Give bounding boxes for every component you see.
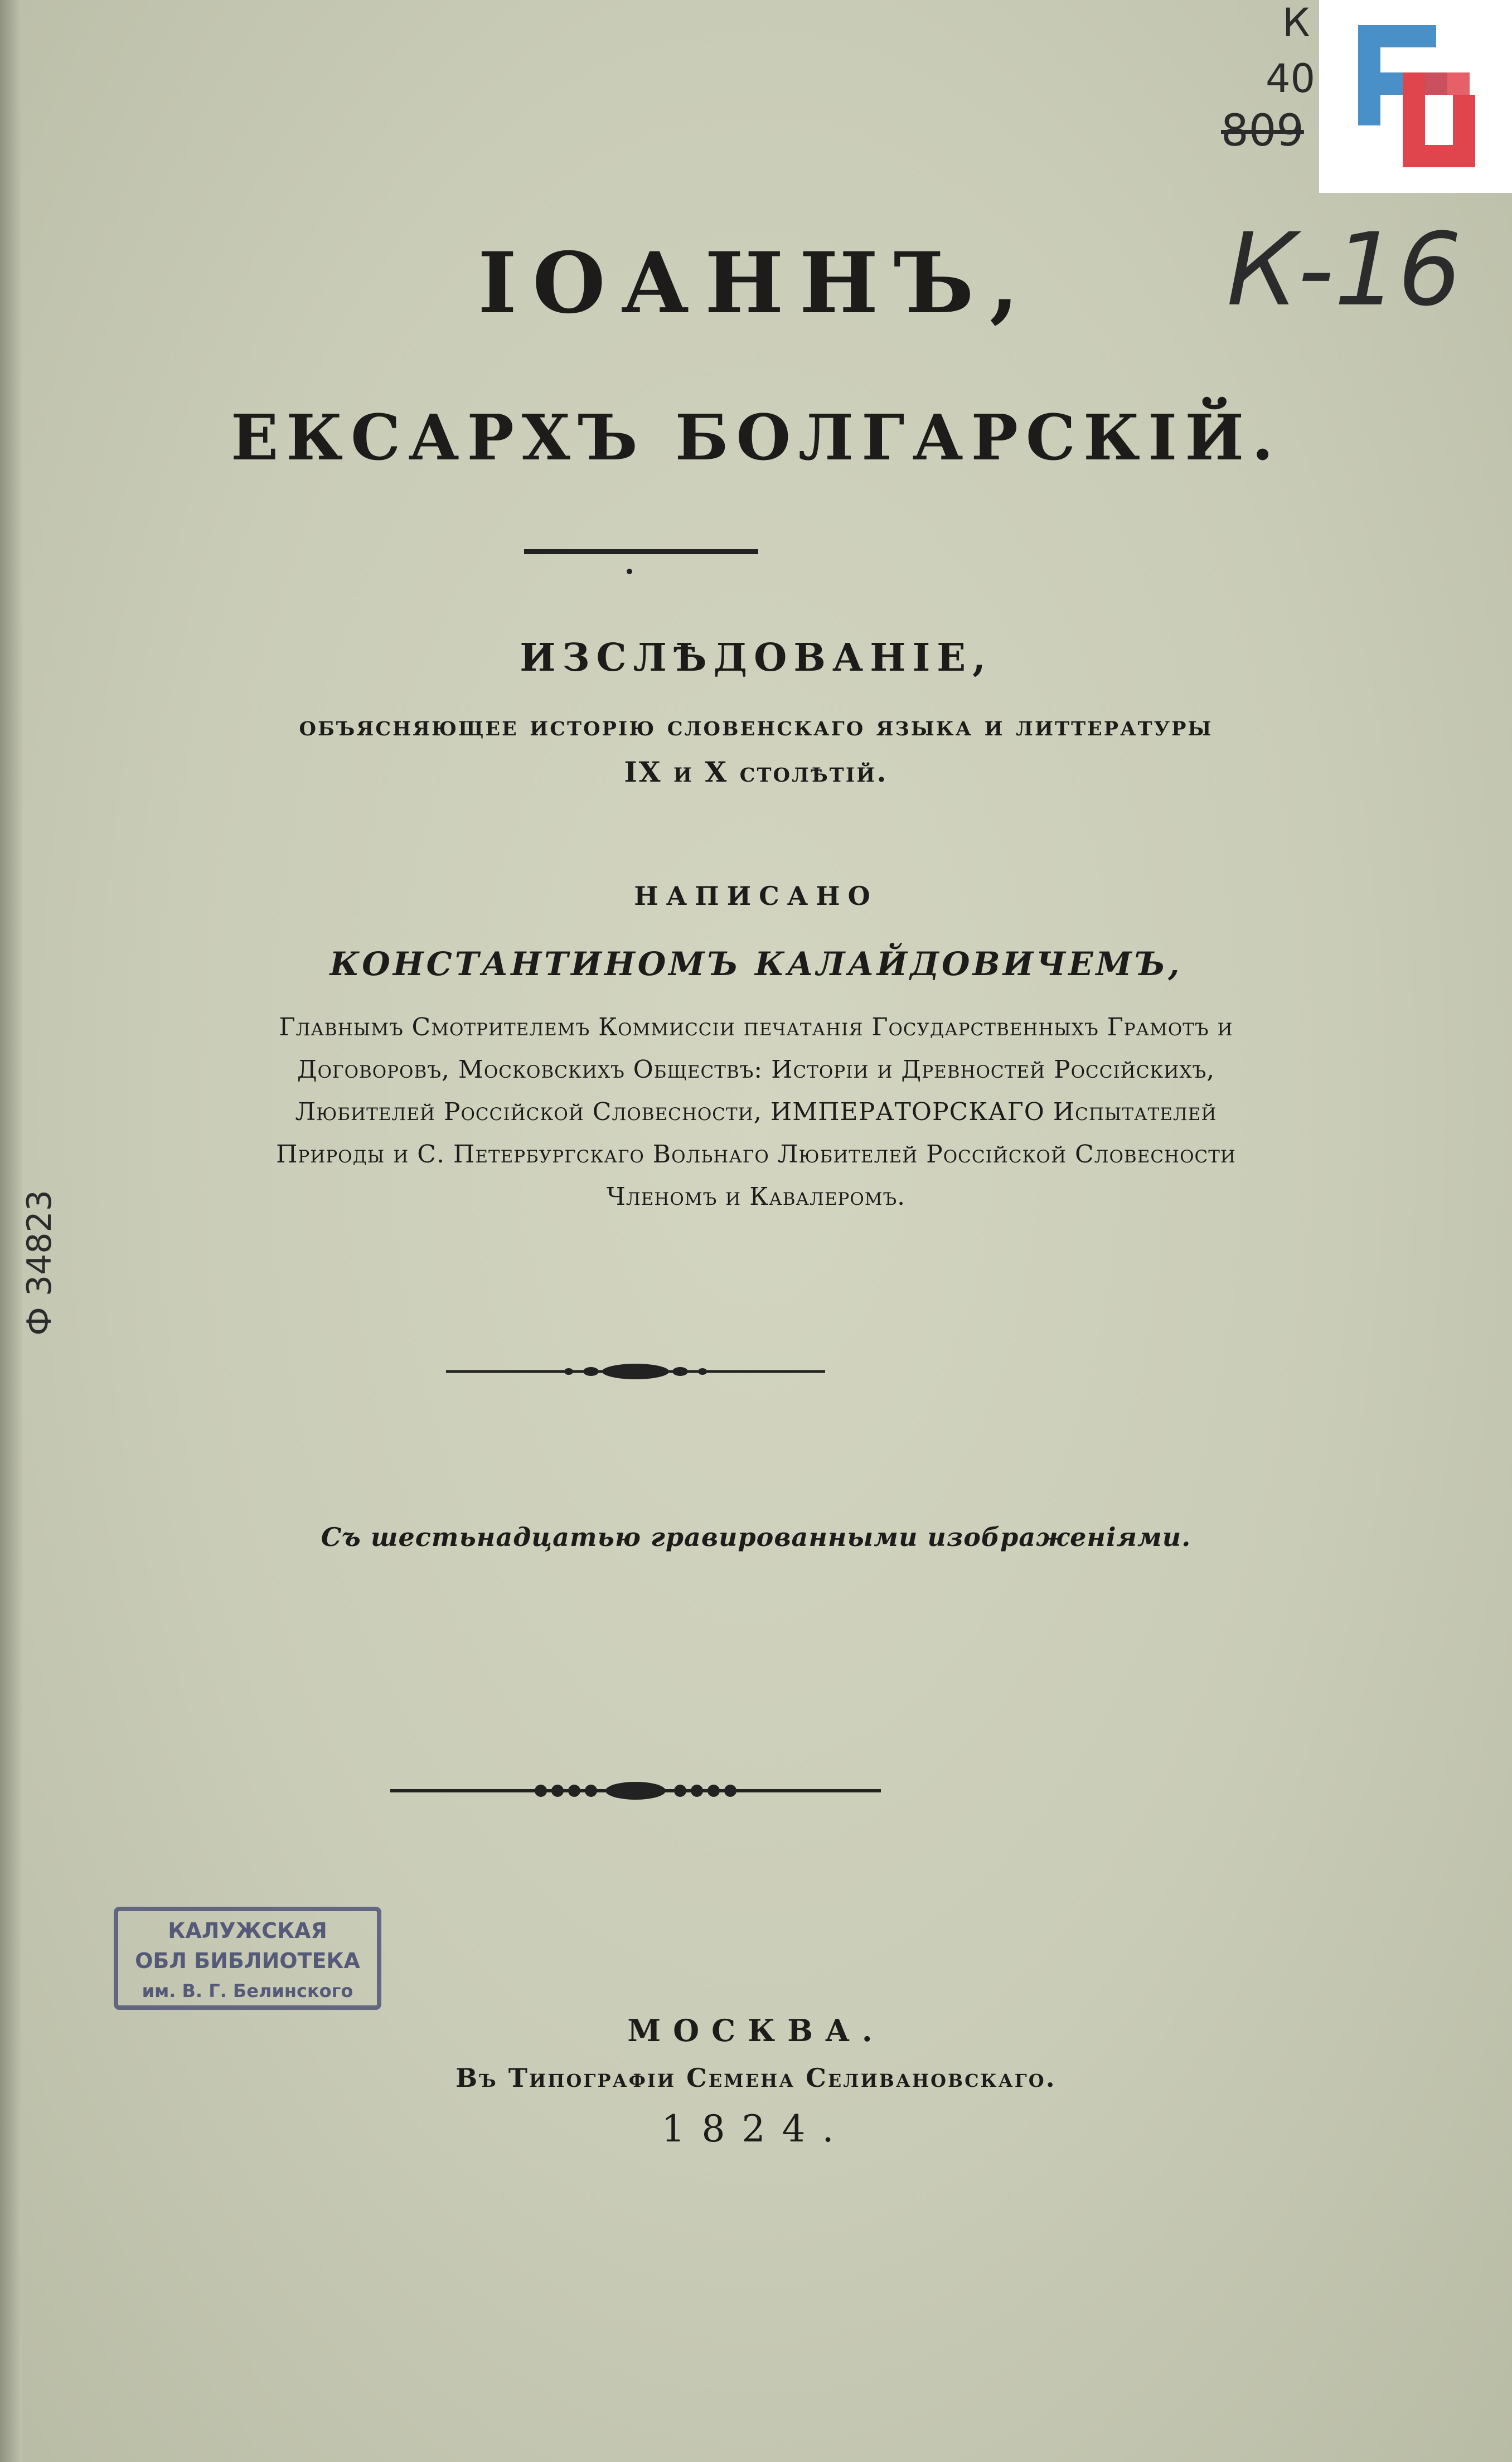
author-bio-line: Договоровъ, Московскихъ Обществъ: Исторіи и Древностей Россійскихъ, xyxy=(297,1055,1215,1084)
author-bio-line: Любителей Россійской Словесности, ИМПЕРАТОРСКАГО Испытателей xyxy=(295,1098,1217,1126)
author-name: КОНСТАНТИНОМЪ КАЛАЙДОВИЧЕМЪ, xyxy=(329,945,1183,983)
illustrations-note: Съ шестьнадцатью гравированными изображеніями. xyxy=(321,1522,1191,1552)
handwritten-mark-1: К xyxy=(1282,0,1310,46)
author-bio-line: Членомъ и Кавалеромъ. xyxy=(606,1182,906,1211)
title-divider-dot xyxy=(627,569,632,574)
author-bio-line: Главнымъ Смотрителемъ Коммиссіи печатанія Государственныхъ Грамотъ и xyxy=(279,1013,1233,1041)
study-subtitle-line2: IX и X столѣтій. xyxy=(624,755,888,788)
library-logo xyxy=(1319,0,1512,193)
study-heading: ИЗСЛѢДОВАНІЕ, xyxy=(520,636,992,680)
logo-icon xyxy=(1319,0,1512,193)
title-divider xyxy=(524,549,758,554)
imprint-press: Въ Типографіи Семена Селивановскаго. xyxy=(455,2063,1057,2093)
author-bio-line: Природы и С. Петербургскаго Вольнаго Любителей Россійской Словесности xyxy=(276,1140,1236,1169)
stamp-line: ОБЛ БИБЛИОТЕКА xyxy=(135,1949,360,1973)
title-main: ІОАННЪ, xyxy=(477,234,1035,332)
imprint-year: 1824. xyxy=(661,2107,851,2150)
author-bio xyxy=(0,1006,1512,1218)
imprint-city: МОСКВА. xyxy=(627,2013,885,2048)
handwritten-mark-3: 809 xyxy=(1221,106,1304,156)
ornament-divider-2 xyxy=(390,1778,881,1803)
ornament-divider-1 xyxy=(446,1360,825,1383)
handwritten-mark-2: 40 xyxy=(1266,56,1316,101)
handwritten-side-code: Ф 34823 xyxy=(20,1190,59,1336)
study-subtitle-line1: объясняющее исторію словенскаго языка и литтературы xyxy=(299,709,1213,742)
stamp-line: КАЛУЖСКАЯ xyxy=(168,1918,327,1943)
stamp-line: им. В. Г. Белинского xyxy=(142,1980,353,2001)
title-sub: ЕКСАРХЪ БОЛГАРСКІЙ. xyxy=(230,401,1282,474)
handwritten-shelf-mark: К-16 xyxy=(1227,212,1462,328)
library-stamp xyxy=(114,1907,381,2010)
written-by-label: НАПИСАНО xyxy=(634,881,878,911)
